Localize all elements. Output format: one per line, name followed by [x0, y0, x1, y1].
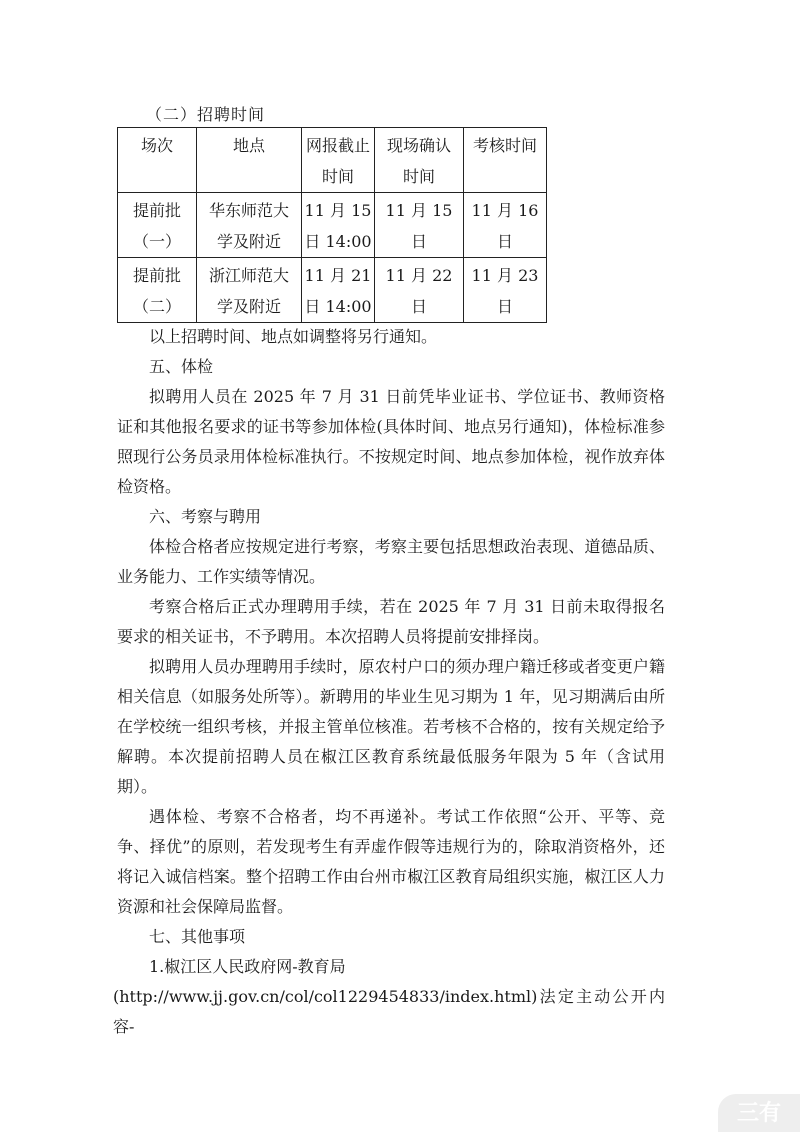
heading-inspection-employment: 六、考察与聘用 — [149, 507, 262, 526]
table-header-row — [118, 128, 547, 193]
watermark-logo: 三有 — [718, 1094, 800, 1132]
header-cell: 网报截止 时间 — [302, 128, 375, 193]
paragraph: 1.椒江区人民政府网-教育局 — [149, 957, 346, 976]
exam-cell: 11 月 16 日 — [464, 193, 547, 258]
paragraph: 拟聘用人员办理聘用手续时，原农村户口的须办理户籍迁移或者变更户籍相关信息（如服务处所等）。新聘用的毕业生见习期为 1 年，见习期满后由所在学校统一组织考核，并报主管单位核准。若考核不合格的，按有关规定给予解聘。本次提前招聘人员在椒江区教育系统最低服务年限为 5 年（含试用期）。 — [117, 657, 665, 796]
paragraph: 拟聘用人员在 2025 年 7 月 31 日前凭毕业证书、学位证书、教师资格证和其他报名要求的证书等参加体检(具体时间、地点另行通知)，体检标准参照现行公务员录用体检标准执行。不按规定时间、地点参加体检，视作放弃体检资格。 — [117, 387, 665, 496]
location-cell: 华东师范大 学及附近 — [197, 193, 302, 258]
table-row — [118, 258, 547, 323]
deadline-cell: 11 月 15 日 14:00 — [302, 193, 375, 258]
section-title: （二）招聘时间 — [146, 105, 266, 124]
batch-cell: 提前批 （一） — [118, 193, 197, 258]
deadline-cell: 11 月 21 日 14:00 — [302, 258, 375, 323]
header-cell: 地点 — [197, 128, 302, 193]
batch-cell: 提前批 （二） — [118, 258, 197, 323]
header-cell: 场次 — [118, 128, 197, 193]
confirm-cell: 11 月 22 日 — [375, 258, 464, 323]
paragraph: 体检合格者应按规定进行考察，考察主要包括思想政治表现、道德品质、业务能力、工作实绩等情况。 — [117, 537, 665, 586]
location-cell: 浙江师范大 学及附近 — [197, 258, 302, 323]
schedule-table — [117, 127, 547, 323]
heading-other-matters: 七、其他事项 — [149, 927, 246, 946]
confirm-cell: 11 月 15 日 — [375, 193, 464, 258]
paragraph: 考察合格后正式办理聘用手续，若在 2025 年 7 月 31 日前未取得报名要求的相关证书，不予聘用。本次招聘人员将提前安排择岗。 — [117, 597, 665, 646]
paragraph: 遇体检、考察不合格者，均不再递补。考试工作依照“公开、平等、竞争、择优”的原则，若发现考生有弄虚作假等违规行为的，除取消资格外，还将记入诚信档案。整个招聘工作由台州市椒江区教育局组织实施，椒江区人力资源和社会保障局监督。 — [117, 807, 665, 916]
header-cell: 现场确认 时间 — [375, 128, 464, 193]
url-line: (http://www.jj.gov.cn/col/col1229454833/index.html)法定主动公开内容- — [113, 987, 665, 1036]
exam-cell: 11 月 23 日 — [464, 258, 547, 323]
header-cell: 考核时间 — [464, 128, 547, 193]
paragraph: 以上招聘时间、地点如调整将另行通知。 — [149, 327, 438, 346]
table-row — [118, 193, 547, 258]
body-text — [113, 322, 665, 1042]
heading-physical-exam: 五、体检 — [149, 357, 214, 376]
